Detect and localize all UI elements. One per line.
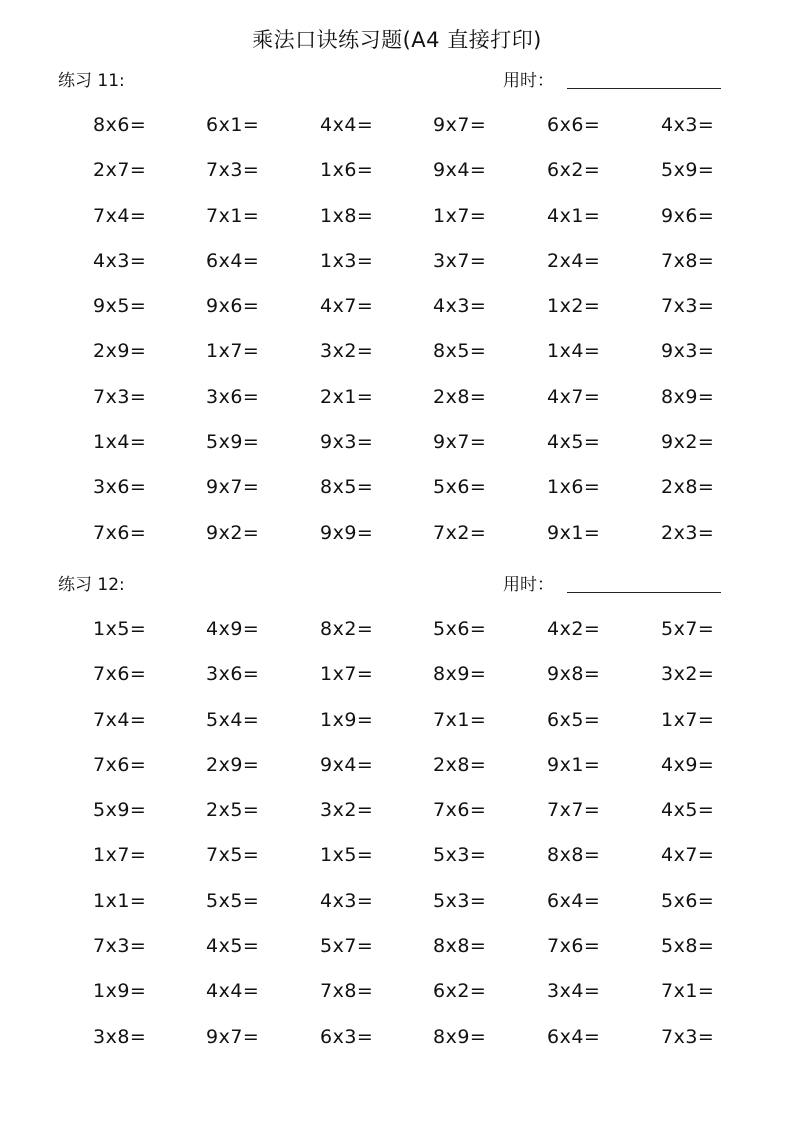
problem-item: 4x4= xyxy=(206,980,260,1003)
problem-item: 7x6= xyxy=(433,799,487,822)
problem-item: 9x7= xyxy=(206,476,260,499)
problem-item: 5x3= xyxy=(433,889,487,912)
problem-item: 1x9= xyxy=(93,980,147,1003)
problem-item: 4x3= xyxy=(433,295,487,318)
problem-item: 7x5= xyxy=(206,844,260,867)
problem-item: 1x4= xyxy=(547,340,601,363)
problem-item: 7x3= xyxy=(661,1025,715,1048)
time-answer-line xyxy=(567,592,721,593)
problem-row xyxy=(0,1026,794,1071)
problem-item: 1x8= xyxy=(320,204,374,227)
problem-item: 3x7= xyxy=(433,249,487,272)
problem-item: 7x6= xyxy=(93,753,147,776)
problem-row xyxy=(0,114,794,159)
problem-item: 7x3= xyxy=(661,295,715,318)
problem-row xyxy=(0,159,794,204)
problem-item: 1x3= xyxy=(320,249,374,272)
problem-item: 6x4= xyxy=(547,1025,601,1048)
problem-row xyxy=(0,935,794,980)
problem-item: 4x3= xyxy=(320,889,374,912)
problem-item: 3x2= xyxy=(320,340,374,363)
problem-item: 9x7= xyxy=(433,431,487,454)
problem-item: 6x6= xyxy=(547,114,601,136)
problem-item: 1x5= xyxy=(320,844,374,867)
problem-item: 2x9= xyxy=(93,340,147,363)
problem-item: 9x2= xyxy=(661,431,715,454)
time-label: 用时： xyxy=(503,575,554,595)
problem-row xyxy=(0,709,794,754)
problem-item: 9x4= xyxy=(433,159,487,182)
problem-item: 7x2= xyxy=(433,521,487,544)
problem-row xyxy=(0,799,794,844)
problem-item: 3x2= xyxy=(661,663,715,686)
problem-item: 9x1= xyxy=(547,753,601,776)
problem-item: 4x9= xyxy=(206,618,260,640)
problem-item: 7x3= xyxy=(206,159,260,182)
problem-item: 9x6= xyxy=(661,204,715,227)
problem-item: 4x3= xyxy=(661,114,715,136)
problem-item: 7x1= xyxy=(206,204,260,227)
problem-item: 5x6= xyxy=(433,476,487,499)
time-label: 用时： xyxy=(503,71,554,91)
problem-item: 7x6= xyxy=(93,521,147,544)
problem-row xyxy=(0,205,794,250)
problem-item: 1x5= xyxy=(93,618,147,640)
problem-row xyxy=(0,980,794,1025)
problem-item: 9x1= xyxy=(547,521,601,544)
problem-item: 6x2= xyxy=(547,159,601,182)
problem-item: 3x6= xyxy=(206,385,260,408)
problem-item: 4x5= xyxy=(661,799,715,822)
problem-item: 7x7= xyxy=(547,799,601,822)
problem-item: 4x7= xyxy=(547,385,601,408)
problem-item: 8x9= xyxy=(661,385,715,408)
problem-item: 7x8= xyxy=(661,249,715,272)
problem-item: 5x4= xyxy=(206,708,260,731)
problem-item: 5x3= xyxy=(433,844,487,867)
problem-row xyxy=(0,476,794,521)
problem-item: 1x2= xyxy=(547,295,601,318)
problem-item: 9x7= xyxy=(206,1025,260,1048)
problem-item: 2x5= xyxy=(206,799,260,822)
problem-item: 7x3= xyxy=(93,385,147,408)
problem-item: 2x8= xyxy=(661,476,715,499)
problem-item: 6x1= xyxy=(206,114,260,136)
time-answer-line xyxy=(567,88,721,89)
problem-item: 3x6= xyxy=(206,663,260,686)
problem-item: 5x9= xyxy=(93,799,147,822)
problem-row xyxy=(0,340,794,385)
problem-item: 8x5= xyxy=(433,340,487,363)
problem-item: 1x7= xyxy=(93,844,147,867)
problem-grid xyxy=(0,114,794,567)
problem-item: 3x6= xyxy=(93,476,147,499)
problem-item: 5x7= xyxy=(320,935,374,958)
problem-row xyxy=(0,295,794,340)
problem-item: 1x7= xyxy=(661,708,715,731)
problem-item: 2x8= xyxy=(433,385,487,408)
problem-item: 2x3= xyxy=(661,521,715,544)
exercise-label: 练习 12: xyxy=(58,575,125,595)
problem-item: 9x7= xyxy=(433,114,487,136)
problem-item: 1x6= xyxy=(320,159,374,182)
problem-item: 9x3= xyxy=(661,340,715,363)
problem-item: 6x2= xyxy=(433,980,487,1003)
problem-item: 7x4= xyxy=(93,708,147,731)
page-title: 乘法口诀练习题(A4 直接打印) xyxy=(252,28,542,52)
problem-item: 8x8= xyxy=(433,935,487,958)
problem-item: 3x4= xyxy=(547,980,601,1003)
problem-item: 5x7= xyxy=(661,618,715,640)
problem-item: 6x4= xyxy=(547,889,601,912)
problem-item: 8x5= xyxy=(320,476,374,499)
problem-item: 8x9= xyxy=(433,1025,487,1048)
problem-item: 9x6= xyxy=(206,295,260,318)
problem-item: 7x4= xyxy=(93,204,147,227)
problem-item: 4x7= xyxy=(661,844,715,867)
problem-item: 1x1= xyxy=(93,889,147,912)
problem-row xyxy=(0,386,794,431)
problem-row xyxy=(0,663,794,708)
problem-item: 7x1= xyxy=(661,980,715,1003)
problem-item: 8x9= xyxy=(433,663,487,686)
problem-item: 5x8= xyxy=(661,935,715,958)
problem-item: 4x9= xyxy=(661,753,715,776)
problem-item: 6x3= xyxy=(320,1025,374,1048)
problem-item: 9x2= xyxy=(206,521,260,544)
problem-item: 2x4= xyxy=(547,249,601,272)
problem-item: 5x5= xyxy=(206,889,260,912)
problem-row xyxy=(0,522,794,567)
problem-item: 5x9= xyxy=(661,159,715,182)
problem-item: 2x8= xyxy=(433,753,487,776)
problem-item: 5x6= xyxy=(433,618,487,640)
problem-item: 7x8= xyxy=(320,980,374,1003)
problem-item: 8x8= xyxy=(547,844,601,867)
problem-item: 9x3= xyxy=(320,431,374,454)
problem-item: 4x4= xyxy=(320,114,374,136)
problem-row xyxy=(0,431,794,476)
problem-item: 1x4= xyxy=(93,431,147,454)
problem-item: 2x1= xyxy=(320,385,374,408)
problem-item: 4x1= xyxy=(547,204,601,227)
problem-item: 8x2= xyxy=(320,618,374,640)
problem-item: 4x2= xyxy=(547,618,601,640)
problem-item: 9x4= xyxy=(320,753,374,776)
problem-item: 4x3= xyxy=(93,249,147,272)
problem-item: 2x7= xyxy=(93,159,147,182)
problem-item: 9x9= xyxy=(320,521,374,544)
problem-item: 1x6= xyxy=(547,476,601,499)
problem-row xyxy=(0,844,794,889)
problem-row xyxy=(0,754,794,799)
problem-row xyxy=(0,250,794,295)
problem-item: 2x9= xyxy=(206,753,260,776)
problem-item: 6x4= xyxy=(206,249,260,272)
problem-item: 4x7= xyxy=(320,295,374,318)
problem-item: 5x6= xyxy=(661,889,715,912)
problem-item: 8x6= xyxy=(93,114,147,136)
problem-item: 5x9= xyxy=(206,431,260,454)
problem-item: 3x8= xyxy=(93,1025,147,1048)
problem-item: 6x5= xyxy=(547,708,601,731)
problem-item: 1x7= xyxy=(320,663,374,686)
problem-item: 1x7= xyxy=(433,204,487,227)
problem-item: 3x2= xyxy=(320,799,374,822)
problem-item: 7x6= xyxy=(93,663,147,686)
problem-item: 9x5= xyxy=(93,295,147,318)
problem-item: 1x9= xyxy=(320,708,374,731)
problem-item: 1x7= xyxy=(206,340,260,363)
problem-item: 9x8= xyxy=(547,663,601,686)
problem-item: 7x3= xyxy=(93,935,147,958)
problem-item: 7x1= xyxy=(433,708,487,731)
problem-item: 7x6= xyxy=(547,935,601,958)
problem-item: 4x5= xyxy=(206,935,260,958)
problem-row xyxy=(0,618,794,663)
exercise-label: 练习 11: xyxy=(58,71,125,91)
problem-item: 4x5= xyxy=(547,431,601,454)
problem-grid xyxy=(0,618,794,1071)
problem-row xyxy=(0,890,794,935)
